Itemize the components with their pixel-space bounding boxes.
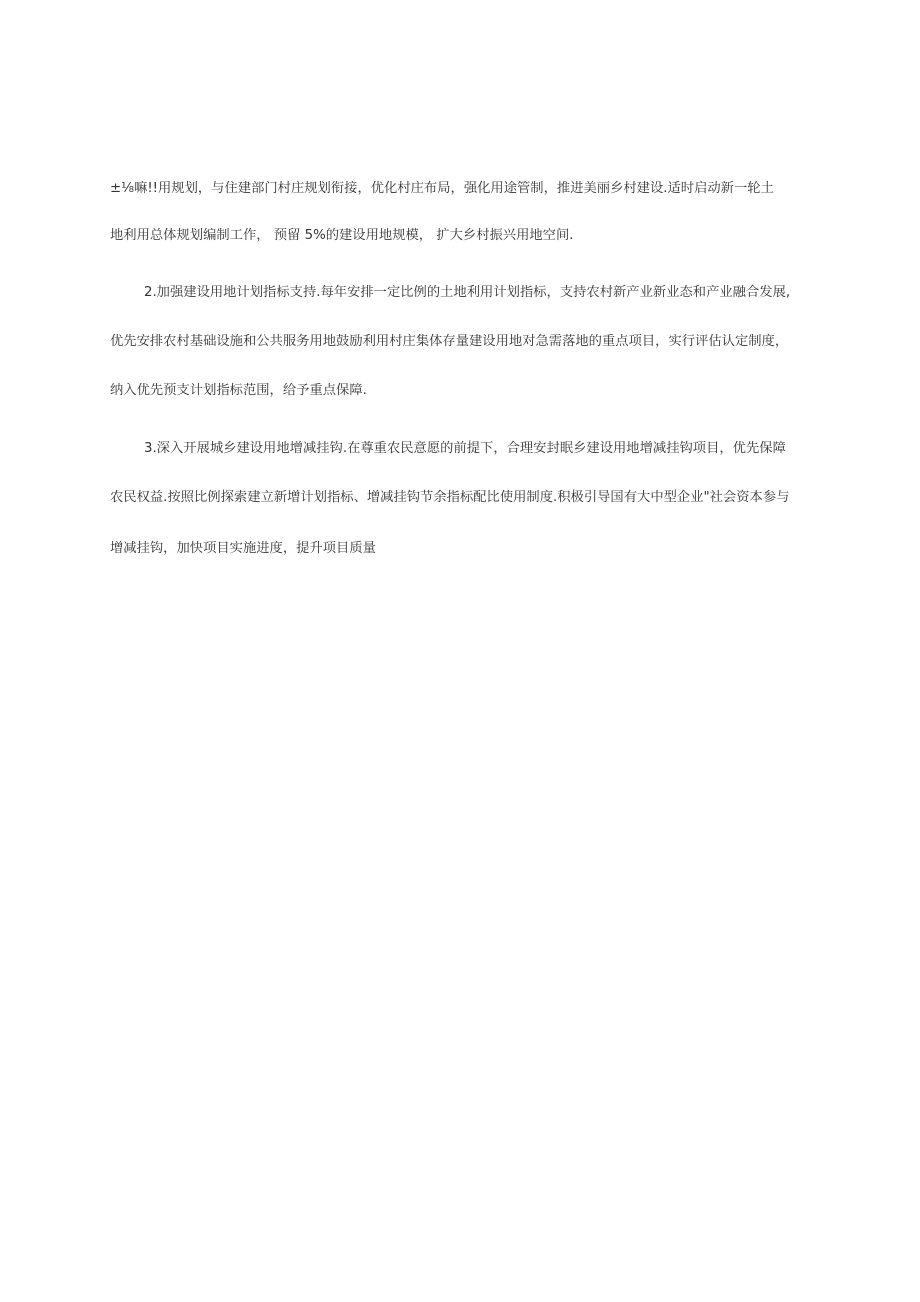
paragraph-2-line-1: 2.加强建设用地计划指标支持.每年安排一定比例的土地利用计划指标，支持农村新产业新业态和产业融合发展,: [144, 285, 791, 300]
paragraph-2-line-2: 优先安排农村基础设施和公共服务用地鼓励利用村庄集体存量建设用地对急需落地的重点项目，实行评估认定制度，: [110, 334, 789, 349]
paragraph-3-line-3: 增减挂钩，加快项目实施进度，提升项目质量: [110, 541, 376, 556]
paragraph-2-line-3: 纳入优先预支计划指标范围，给予重点保障.: [110, 383, 367, 398]
paragraph-3-line-1: 3.深入开展城乡建设用地增减挂钩.在尊重农民意愿的前提下，合理安封眠乡建设用地增减挂钩项目，优先保障: [144, 441, 786, 456]
paragraph-1-line-2: 地利用总体规划编制工作， 预留 5%的建设用地规模， 扩大乡村振兴用地空间.: [110, 228, 574, 243]
paragraph-3-line-2: 农民权益.按照比例探索建立新增计划指标、增减挂钩节余指标配比使用制度.积极引导国有大中型企业"社会资本参与: [110, 490, 790, 505]
paragraph-1-line-1: ±⅛嘛!!用规划，与住建部门村庄规划衔接，优化村庄布局，强化用途管制，推进美丽乡村建设.适时启动新一轮土: [110, 181, 774, 196]
